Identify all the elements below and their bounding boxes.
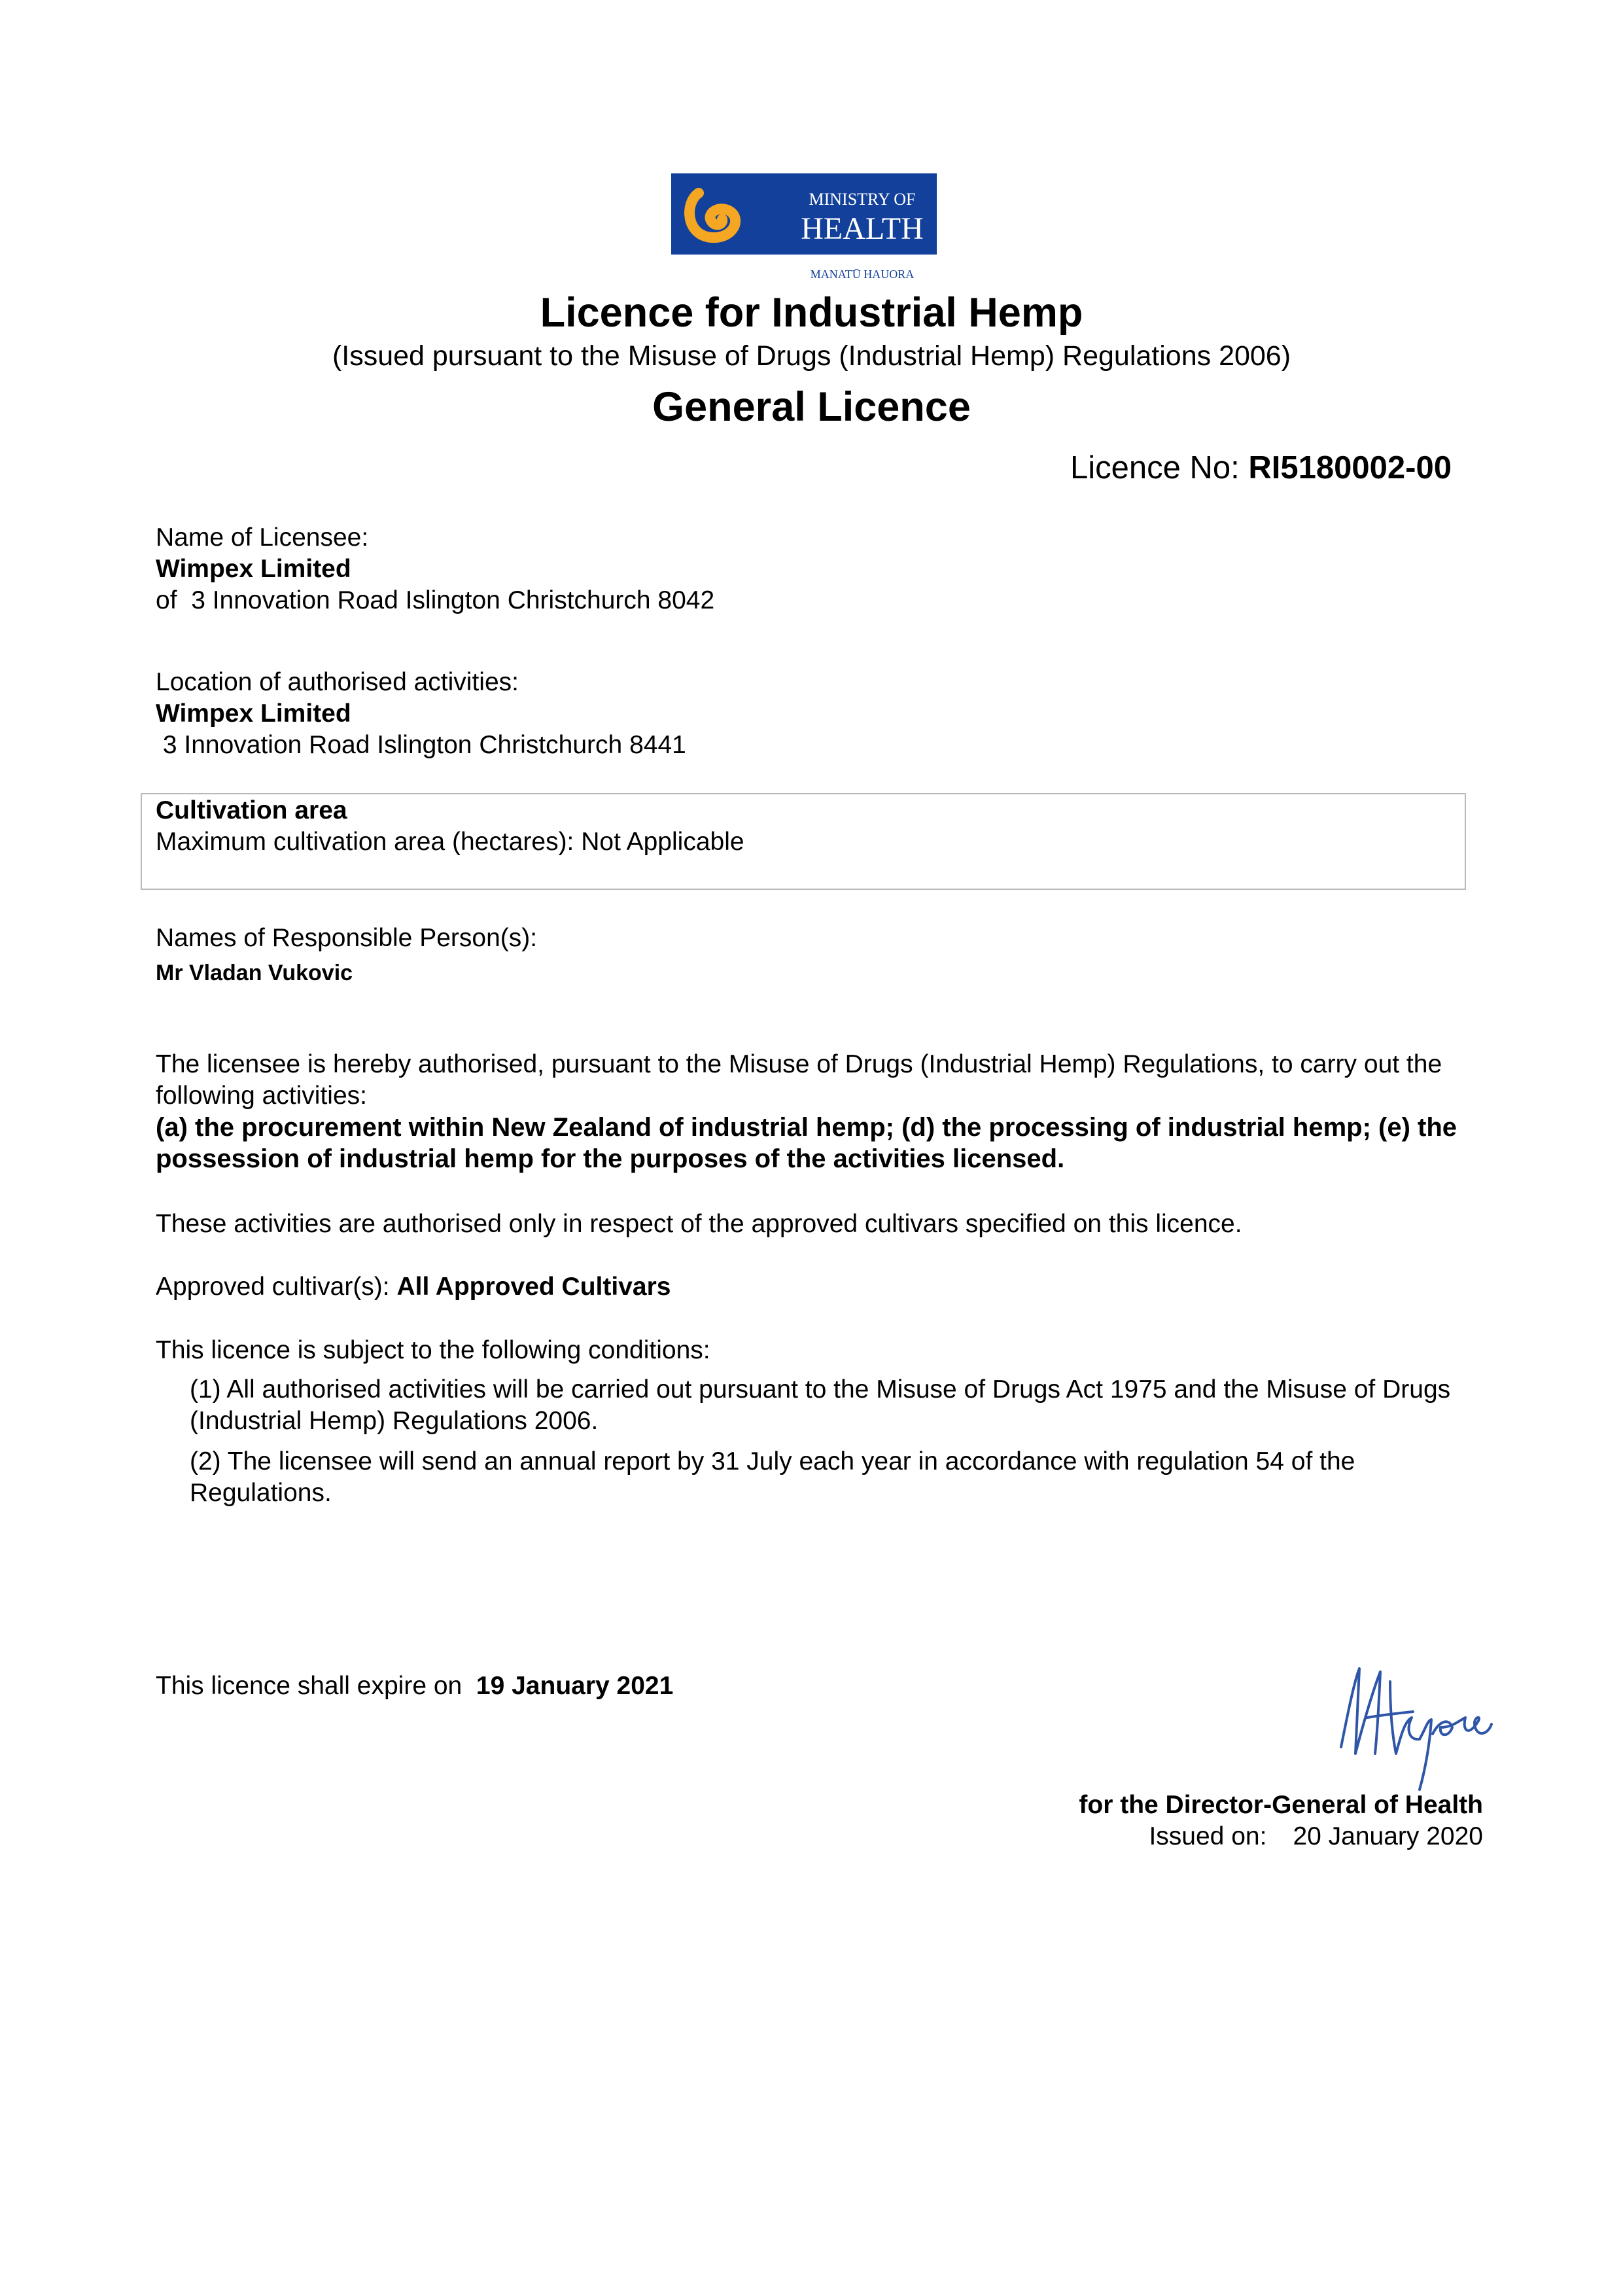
cultivation-heading: Cultivation area <box>156 796 347 824</box>
location-address: 3 Innovation Road Islington Christchurch 8441 <box>156 731 686 759</box>
logo-line2: HEALTH <box>801 211 924 246</box>
cultivars-value: All Approved Cultivars <box>396 1273 671 1301</box>
condition-item: (1) All authorised activities will be carried out pursuant to the Misuse of Drugs Act 1975 and the Misuse of Drugs (Industrial Hemp) Regulations 2006. <box>190 1375 1451 1435</box>
cultivation-text: Maximum cultivation area (hectares): Not Applicable <box>156 828 744 856</box>
expiry-date: 19 January 2021 <box>476 1672 674 1700</box>
ministry-of-health-logo <box>671 173 937 282</box>
document-subtitle: (Issued pursuant to the Misuse of Drugs (Industrial Hemp) Regulations 2006) <box>332 340 1291 372</box>
licensee-name: Wimpex Limited <box>156 555 351 583</box>
signature <box>1328 1655 1498 1799</box>
authorisation-scope: These activities are authorised only in respect of the approved cultivars specified on this licence. <box>156 1210 1242 1238</box>
responsible-label: Names of Responsible Person(s): <box>156 924 538 952</box>
expiry-line <box>156 1670 673 1702</box>
document-title: Licence for Industrial Hemp <box>540 290 1083 336</box>
expiry-label: This licence shall expire on <box>156 1672 476 1700</box>
location-label: Location of authorised activities: <box>156 668 519 696</box>
issued-label: Issued on: <box>1149 1822 1267 1850</box>
licence-number-label: Licence No: <box>1070 450 1249 486</box>
logo-subtitle: MANATŪ HAUORA <box>810 268 915 281</box>
condition-item: (2) The licensee will send an annual report by 31 July each year in accordance with regulation 54 of the Regulations. <box>190 1447 1355 1507</box>
signatory-title: for the Director-General of Health <box>1079 1791 1483 1819</box>
approved-cultivars <box>156 1271 671 1303</box>
licence-type: General Licence <box>652 384 971 430</box>
cultivars-label: Approved cultivar(s): <box>156 1273 397 1301</box>
authorisation-intro: The licensee is hereby authorised, pursuant to the Misuse of Drugs (Industrial Hemp) Regulations, to carry out the following activities: <box>156 1050 1442 1110</box>
licence-number-value: RI5180002-00 <box>1248 450 1452 486</box>
logo-line1: MINISTRY OF <box>809 190 916 209</box>
licensee-label: Name of Licensee: <box>156 523 369 552</box>
licensee-address: of 3 Innovation Road Islington Christchurch 8042 <box>156 586 715 614</box>
conditions-label: This licence is subject to the following conditions: <box>156 1336 710 1364</box>
issued-date: 20 January 2020 <box>1293 1822 1483 1850</box>
issued-on <box>1149 1821 1483 1852</box>
licence-number <box>1070 447 1452 489</box>
location-name: Wimpex Limited <box>156 699 351 728</box>
responsible-name: Mr Vladan Vukovic <box>156 961 353 985</box>
authorised-activities: (a) the procurement within New Zealand of industrial hemp; (d) the processing of industrial hemp; (e) the possession of industrial hemp for the purposes of the activities licensed. <box>156 1113 1457 1173</box>
